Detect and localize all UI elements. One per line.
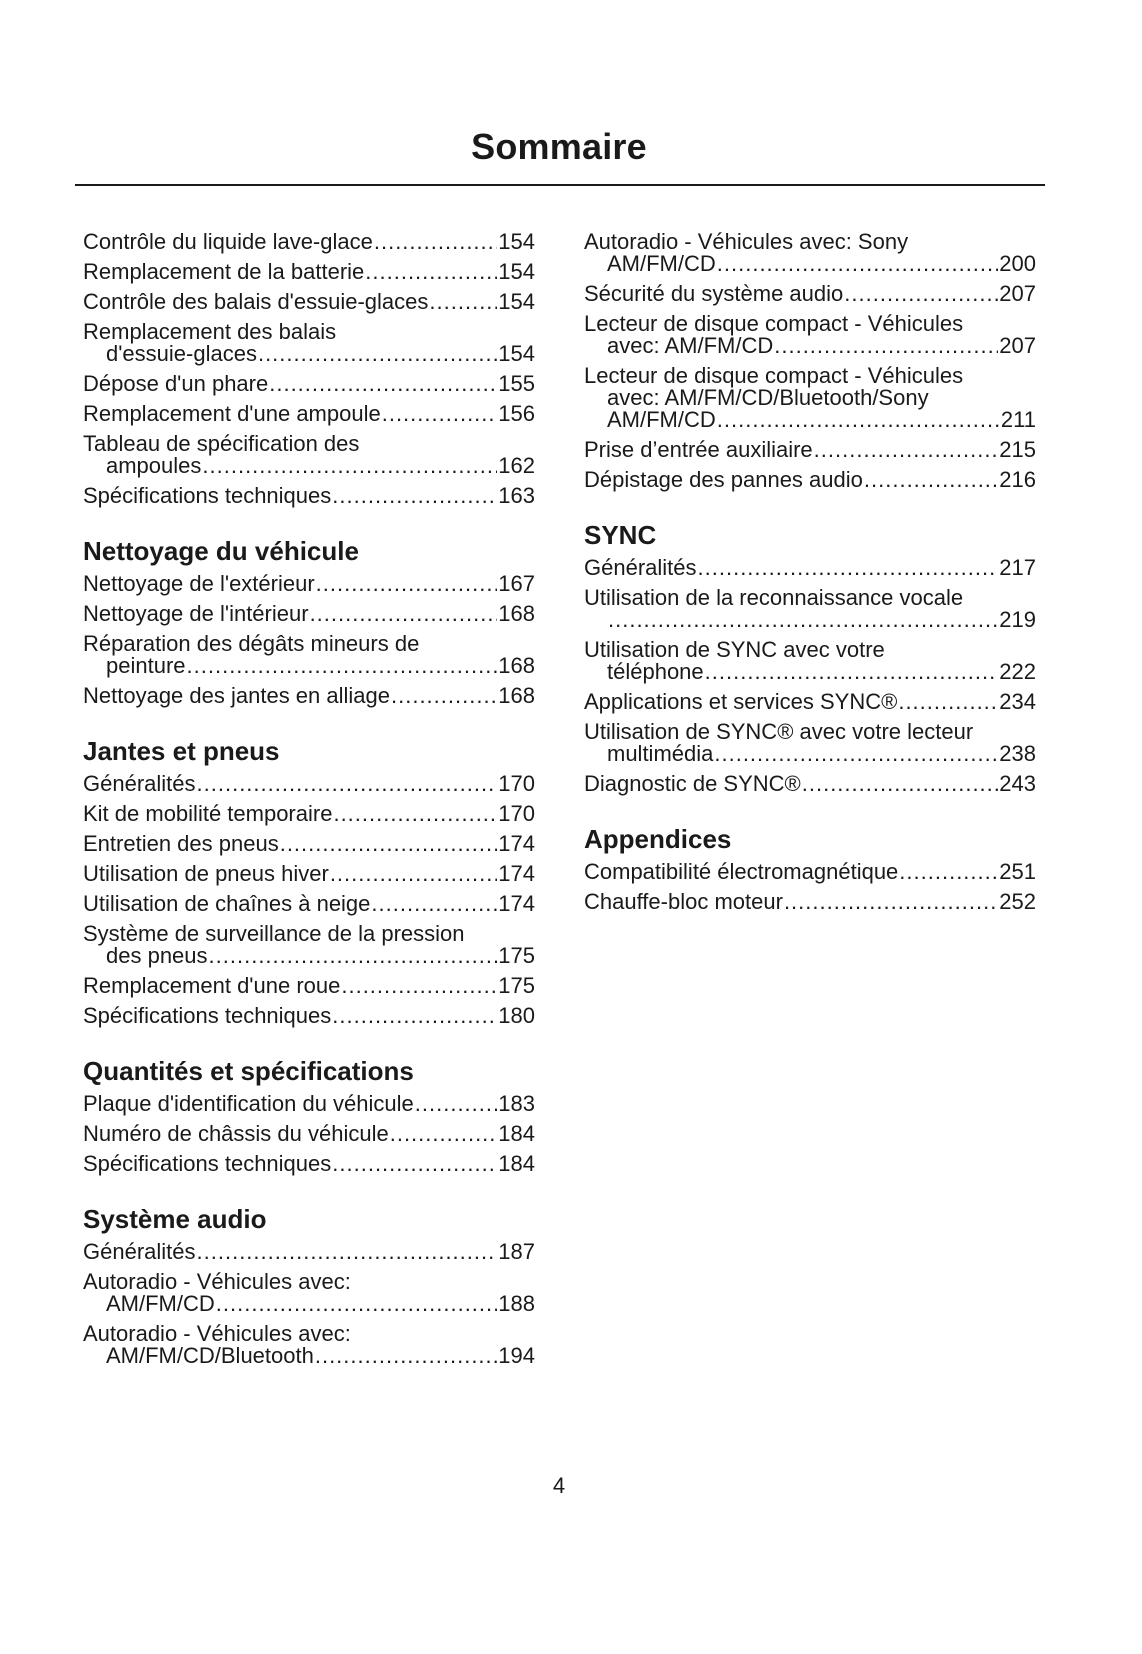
toc-entry[interactable] (83, 257, 535, 287)
toc-entry[interactable] (584, 583, 1036, 635)
toc-entry[interactable] (83, 629, 535, 681)
dot-leader (330, 863, 497, 885)
toc-entry[interactable] (584, 857, 1036, 887)
toc-entry-title: Spécifications techniques (83, 1151, 332, 1176)
toc-entry-title: Entretien des pneus (83, 831, 279, 856)
toc-entry-title: Spécifications techniques (83, 483, 332, 508)
toc-entry[interactable] (584, 227, 1036, 279)
toc-entry-title: peinture (106, 653, 186, 678)
toc-entry-page: 217 (999, 555, 1036, 580)
toc-section-quantites-et-specifications (83, 1055, 535, 1179)
toc-entry-page: 168 (498, 683, 535, 708)
toc-section-systeme-audio (83, 1203, 535, 1371)
toc-section-sync (584, 519, 1036, 799)
toc-entry[interactable] (584, 465, 1036, 495)
dot-leader (608, 609, 998, 631)
toc-entry-title-line: Autoradio - Véhicules avec: Sony (584, 229, 909, 254)
toc-entry-page: 174 (498, 861, 535, 886)
toc-entry[interactable] (83, 399, 535, 429)
toc-entry[interactable] (584, 717, 1036, 769)
toc-entry-page: 154 (498, 229, 535, 254)
toc-entry-page: 154 (498, 259, 535, 284)
toc-entry[interactable] (83, 1319, 535, 1371)
toc-entry[interactable] (83, 1267, 535, 1319)
toc-entry-page: 243 (999, 771, 1036, 796)
dot-leader (698, 557, 999, 579)
toc-section-jantes-et-pneus (83, 735, 535, 1031)
dot-leader (197, 1241, 498, 1263)
toc-entry[interactable] (584, 553, 1036, 583)
dot-leader (898, 691, 998, 713)
toc-entry[interactable] (584, 769, 1036, 799)
toc-entry-title: AM/FM/CD (106, 1291, 215, 1316)
toc-entry-title: Compatibilité électromagnétique (584, 859, 899, 884)
dot-leader (258, 343, 497, 365)
toc-entry[interactable] (584, 635, 1036, 687)
toc-entry-page: 207 (999, 333, 1036, 358)
toc-entry-title-line: Utilisation de SYNC® avec votre lecteur (584, 719, 974, 744)
dot-leader (714, 743, 998, 765)
toc-entry-title: Utilisation de pneus hiver (83, 861, 329, 886)
toc-entry[interactable] (83, 599, 535, 629)
toc-entry-title-line: Système de surveillance de la pression (83, 921, 465, 946)
toc-entry[interactable] (83, 971, 535, 1001)
toc-entry-page: 175 (498, 973, 535, 998)
toc-entry-page: 170 (498, 801, 535, 826)
dot-leader (310, 603, 498, 625)
toc-entry-page: 162 (498, 453, 535, 478)
dot-leader (332, 1005, 497, 1027)
toc-entry-title: Utilisation de chaînes à neige (83, 891, 371, 916)
toc-entry-page: 211 (1000, 407, 1036, 432)
toc-entry[interactable] (584, 435, 1036, 465)
section-heading: Nettoyage du véhicule (83, 536, 359, 566)
toc-entry[interactable] (83, 919, 535, 971)
toc-entry-title: Nettoyage des jantes en alliage (83, 683, 390, 708)
toc-entry-title: Dépistage des pannes audio (584, 467, 863, 492)
toc-entry-title-line: Utilisation de SYNC avec votre (584, 637, 885, 662)
toc-entry-page: 183 (498, 1091, 535, 1116)
toc-entry[interactable] (83, 287, 535, 317)
toc-entry-page: 238 (999, 741, 1036, 766)
toc-entry[interactable] (83, 1001, 535, 1031)
dot-leader (774, 335, 998, 357)
toc-entry-title: Nettoyage de l'intérieur (83, 601, 309, 626)
toc-entry-page: 219 (999, 607, 1036, 632)
toc-entry-page: 187 (498, 1239, 535, 1264)
toc-entry-title-line: Lecteur de disque compact - Véhicules (584, 363, 964, 388)
toc-entry[interactable] (83, 889, 535, 919)
toc-entry[interactable] (584, 361, 1036, 435)
dot-leader (197, 773, 498, 795)
toc-entry-title: AM/FM/CD (607, 407, 716, 432)
dot-leader (365, 261, 497, 283)
toc-entry-page: 184 (498, 1121, 535, 1146)
toc-entry-page: 156 (498, 401, 535, 426)
dot-leader (717, 409, 1000, 431)
toc-section-appendices (584, 823, 1036, 917)
toc-entry-title: Prise d’entrée auxiliaire (584, 437, 813, 462)
toc-entry-page: 168 (498, 601, 535, 626)
dot-leader (374, 231, 497, 253)
dot-leader (814, 439, 999, 461)
dot-leader (899, 861, 998, 883)
toc-entry-page: 251 (999, 859, 1036, 884)
dot-leader (332, 1153, 497, 1175)
toc-entry-title-line: Autoradio - Véhicules avec: (83, 1321, 351, 1346)
toc-entry-title: AM/FM/CD/Bluetooth (106, 1343, 314, 1368)
toc-entry-page: 184 (498, 1151, 535, 1176)
toc-entry-title: Sécurité du système audio (584, 281, 844, 306)
toc-section-continued (584, 227, 1036, 495)
toc-entry-page: 215 (999, 437, 1036, 462)
toc-entry[interactable] (83, 859, 535, 889)
toc-entry-page: 174 (498, 891, 535, 916)
toc-entry-title: ampoules (106, 453, 202, 478)
dot-leader (187, 655, 498, 677)
toc-entry-page: 154 (498, 289, 535, 314)
toc-entry[interactable] (83, 829, 535, 859)
toc-entry-title: Remplacement d'une roue (83, 973, 341, 998)
dot-leader (844, 283, 998, 305)
toc-entry[interactable] (584, 687, 1036, 717)
toc-entry-page: 155 (498, 371, 535, 396)
dot-leader (784, 891, 998, 913)
dot-leader (316, 573, 498, 595)
toc-entry-title: Kit de mobilité temporaire (83, 801, 333, 826)
toc-entry[interactable] (83, 317, 535, 369)
toc-entry-title: Plaque d'identification du véhicule (83, 1091, 414, 1116)
dot-leader (705, 661, 999, 683)
dot-leader (209, 945, 498, 967)
page-number: 4 (552, 1473, 566, 1498)
toc-entry-title: Généralités (83, 1239, 196, 1264)
toc-right-column (584, 227, 1036, 917)
toc-section-nettoyage-du-vehicule (83, 535, 535, 711)
toc-entry-title-line: Lecteur de disque compact - Véhicules (584, 311, 964, 336)
toc-entry-page: 180 (498, 1003, 535, 1028)
toc-section-continued (83, 227, 535, 511)
toc-entry-page: 168 (498, 653, 535, 678)
toc-entry[interactable] (83, 1089, 535, 1119)
toc-entry[interactable] (83, 681, 535, 711)
toc-entry[interactable] (83, 1119, 535, 1149)
toc-entry-title: Remplacement d'une ampoule (83, 401, 381, 426)
toc-entry-page: 216 (999, 467, 1036, 492)
toc-entry[interactable] (83, 369, 535, 399)
toc-entry[interactable] (83, 799, 535, 829)
dot-leader (382, 403, 498, 425)
dot-leader (269, 373, 497, 395)
toc-entry[interactable] (584, 887, 1036, 917)
toc-entry-title-line: avec: AM/FM/CD/Bluetooth/Sony (607, 385, 929, 410)
section-heading: Système audio (83, 1204, 267, 1234)
toc-entry-title: Nettoyage de l'extérieur (83, 571, 315, 596)
toc-entry-title-line: Remplacement des balais (83, 319, 337, 344)
dot-leader (415, 1093, 498, 1115)
toc-entry-page: 174 (498, 831, 535, 856)
toc-entry-title-line: Tableau de spécification des (83, 431, 360, 456)
toc-entry-page: 163 (498, 483, 535, 508)
dot-leader (390, 1123, 498, 1145)
toc-entry[interactable] (584, 279, 1036, 309)
dot-leader (429, 291, 497, 313)
section-heading: SYNC (584, 520, 657, 550)
title-divider (75, 184, 1045, 186)
toc-entry-title: Contrôle des balais d'essuie-glaces (83, 289, 429, 314)
dot-leader (216, 1293, 498, 1315)
toc-entry-title: Applications et services SYNC® (584, 689, 898, 714)
toc-entry[interactable] (83, 1149, 535, 1179)
dot-leader (315, 1345, 497, 1367)
toc-entry-title: Remplacement de la batterie (83, 259, 365, 284)
toc-left-column (83, 227, 535, 1371)
toc-entry-title-line: Utilisation de la reconnaissance vocale (584, 585, 964, 610)
toc-entry-page: 234 (999, 689, 1036, 714)
toc-entry-title: Dépose d'un phare (83, 371, 269, 396)
toc-entry-title: des pneus (106, 943, 208, 968)
toc-entry-title: avec: AM/FM/CD (607, 333, 774, 358)
dot-leader (341, 975, 497, 997)
toc-entry-title: AM/FM/CD (607, 251, 716, 276)
dot-leader (280, 833, 498, 855)
section-heading: Appendices (584, 824, 732, 854)
toc-entry-page: 200 (999, 251, 1036, 276)
toc-entry-title: multimédia (607, 741, 714, 766)
toc-entry-page: 207 (999, 281, 1036, 306)
toc-entry[interactable] (83, 481, 535, 511)
toc-entry-page: 188 (498, 1291, 535, 1316)
toc-entry[interactable] (83, 429, 535, 481)
dot-leader (333, 803, 497, 825)
toc-entry-title: Spécifications techniques (83, 1003, 332, 1028)
toc-entry-page: 170 (498, 771, 535, 796)
toc-entry-title: Numéro de châssis du véhicule (83, 1121, 389, 1146)
toc-entry-title: Généralités (584, 555, 697, 580)
page-title: Sommaire (471, 126, 647, 167)
dot-leader (864, 469, 998, 491)
toc-entry-title: Généralités (83, 771, 196, 796)
toc-entry[interactable] (83, 1237, 535, 1267)
toc-entry[interactable] (83, 769, 535, 799)
toc-entry-page: 252 (999, 889, 1036, 914)
toc-entry[interactable] (83, 569, 535, 599)
toc-entry-page: 167 (498, 571, 535, 596)
toc-entry-page: 154 (498, 341, 535, 366)
section-heading: Jantes et pneus (83, 736, 280, 766)
dot-leader (391, 685, 497, 707)
dot-leader (371, 893, 497, 915)
section-heading: Quantités et spécifications (83, 1056, 414, 1086)
toc-entry-page: 175 (498, 943, 535, 968)
dot-leader (202, 455, 497, 477)
toc-entry-title: Contrôle du liquide lave-glace (83, 229, 373, 254)
toc-entry-title: téléphone (607, 659, 704, 684)
toc-entry-title: Chauffe-bloc moteur (584, 889, 783, 914)
toc-entry-title-line: Autoradio - Véhicules avec: (83, 1269, 351, 1294)
toc-entry-title: d'essuie-glaces (106, 341, 257, 366)
toc-entry-page: 222 (999, 659, 1036, 684)
toc-entry[interactable] (83, 227, 535, 257)
toc-entry-page: 194 (498, 1343, 535, 1368)
dot-leader (717, 253, 999, 275)
dot-leader (332, 485, 497, 507)
dot-leader (802, 773, 999, 795)
toc-entry-title: Diagnostic de SYNC® (584, 771, 801, 796)
toc-entry-title-line: Réparation des dégâts mineurs de (83, 631, 420, 656)
toc-entry[interactable] (584, 309, 1036, 361)
